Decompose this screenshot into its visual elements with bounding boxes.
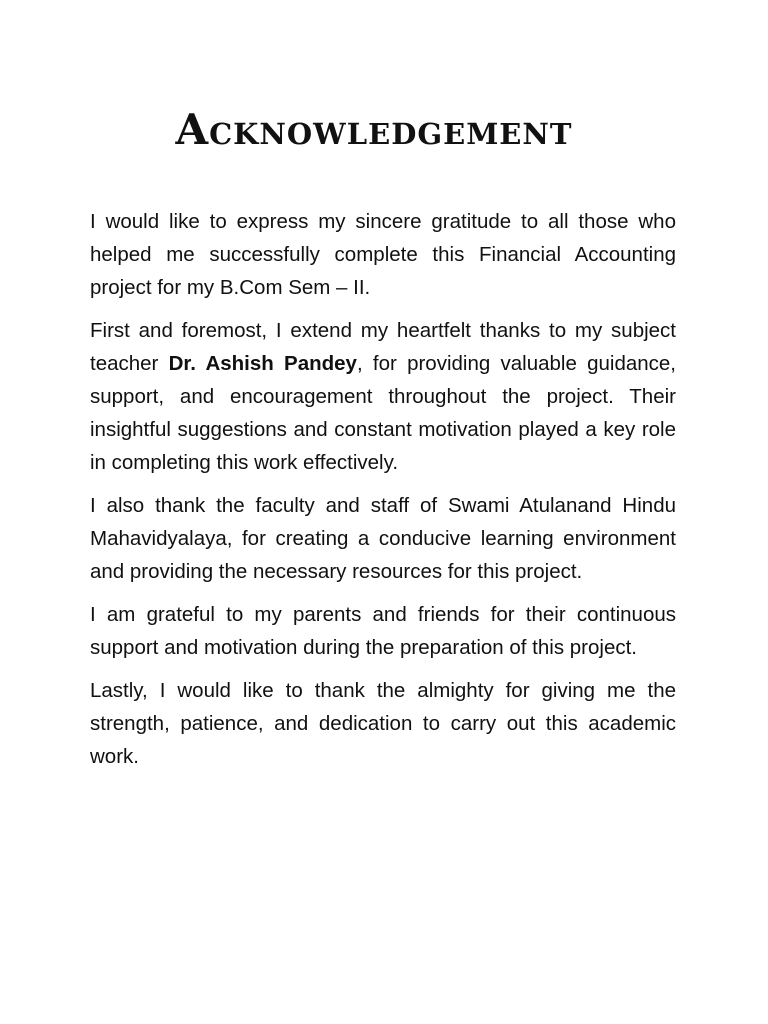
paragraph-text: , for providing valuable guidance, support, and encouragement throughout the project. Their insightful suggestions and constant motivation played a key role in completing this work effectively. <box>90 352 677 474</box>
paragraph-family-thanks: I am grateful to my parents and friends for their continuous support and motivation during the preparation of this project. <box>90 603 676 659</box>
paragraph-intro: I would like to express my sincere gratitude to all those who helped me successfully complete this Financial Accounting project for my B.Com Sem – II. <box>90 210 676 299</box>
paragraph-closing: Lastly, I would like to thank the almighty for giving me the strength, patience, and dedication to carry out this academic work. <box>90 679 676 768</box>
paragraph-text: First and foremost, I extend my heartfelt thanks to my subject teacher <box>90 319 676 375</box>
paragraph-teacher-thanks <box>90 314 676 479</box>
teacher-name: Dr. Ashish Pandey <box>168 352 357 375</box>
page-title: Acknowledgement <box>175 105 573 154</box>
acknowledgement-body <box>90 205 676 783</box>
paragraph-faculty-thanks: I also thank the faculty and staff of Swami Atulanand Hindu Mahavidyalaya, for creating a conducive learning environment and providing the necessary resources for this project. <box>90 494 676 583</box>
